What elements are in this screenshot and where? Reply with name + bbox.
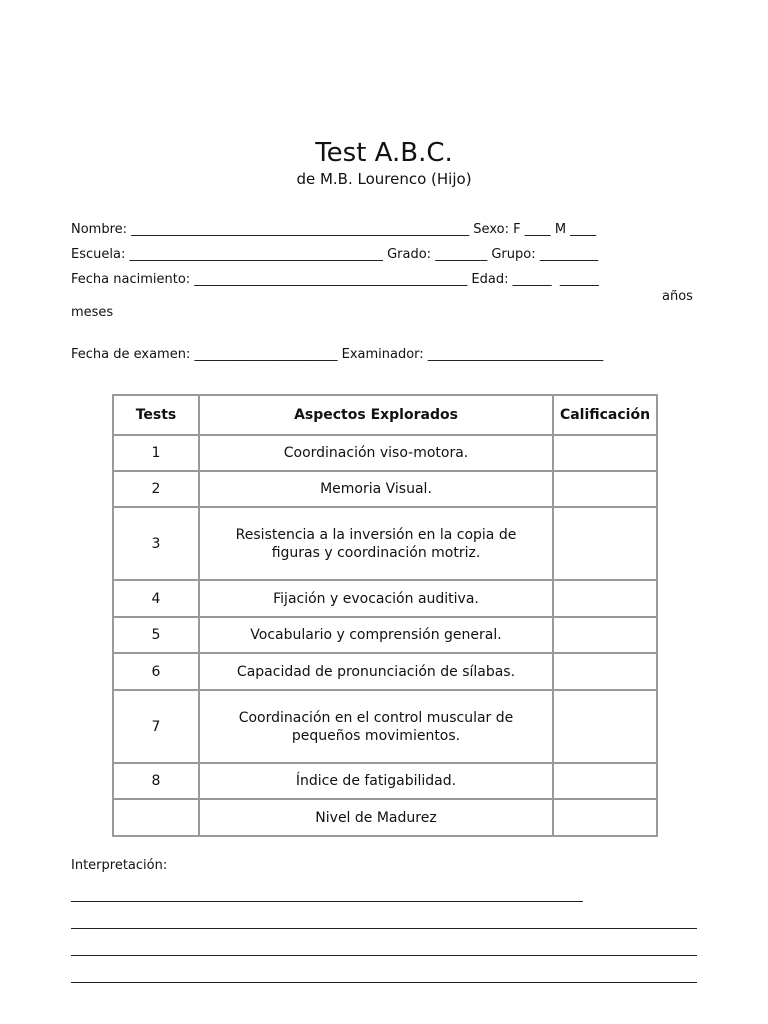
- months-label: meses: [71, 305, 114, 320]
- test-number: 2: [113, 471, 199, 507]
- table-row: [113, 690, 657, 763]
- aspect-cell: Memoria Visual.: [199, 471, 553, 507]
- tests-table: [112, 394, 658, 837]
- aspect-cell: Capacidad de pronunciación de sílabas.: [199, 653, 553, 690]
- table-header-row: [113, 395, 657, 435]
- test-number: 7: [113, 690, 199, 763]
- exam-date-examiner-line: Fecha de examen: ______________________ Examinador: ___________________________: [71, 347, 604, 362]
- interpretation-line[interactable]: [71, 982, 697, 983]
- test-number: 6: [113, 653, 199, 690]
- grade-cell[interactable]: [553, 471, 657, 507]
- test-number: 1: [113, 435, 199, 471]
- years-label: años: [662, 289, 693, 304]
- header-grade: Calificación: [553, 395, 657, 435]
- aspect-cell: Resistencia a la inversión en la copia de figuras y coordinación motriz.: [199, 507, 553, 580]
- table-row: [113, 799, 657, 836]
- test-number: [113, 799, 199, 836]
- grade-cell[interactable]: [553, 799, 657, 836]
- interpretation-label: Interpretación:: [71, 858, 168, 873]
- test-number: 4: [113, 580, 199, 617]
- header-tests: Tests: [113, 395, 199, 435]
- aspect-cell: Vocabulario y comprensión general.: [199, 617, 553, 653]
- school-grade-group-line: Escuela: _______________________________________ Grado: ________ Grupo: _________: [71, 247, 599, 262]
- table-row: [113, 580, 657, 617]
- table-row: [113, 617, 657, 653]
- table-row: [113, 471, 657, 507]
- interpretation-line[interactable]: [71, 955, 697, 956]
- interpretation-line[interactable]: [71, 928, 697, 929]
- table-row: [113, 435, 657, 471]
- grade-cell[interactable]: [553, 507, 657, 580]
- birthdate-age-line: Fecha nacimiento: __________________________________________ Edad: ______ ______: [71, 272, 599, 287]
- aspect-cell: Índice de fatigabilidad.: [199, 763, 553, 799]
- aspect-cell: Nivel de Madurez: [199, 799, 553, 836]
- interpretation-line[interactable]: [71, 901, 583, 902]
- grade-cell[interactable]: [553, 653, 657, 690]
- aspect-cell: Coordinación en el control muscular de pequeños movimientos.: [199, 690, 553, 763]
- page-title: Test A.B.C.: [315, 138, 453, 168]
- aspect-cell: Coordinación viso-motora.: [199, 435, 553, 471]
- test-number: 8: [113, 763, 199, 799]
- table-row: [113, 507, 657, 580]
- table-row: [113, 653, 657, 690]
- page-subtitle: de M.B. Lourenco (Hijo): [296, 170, 472, 188]
- test-number: 5: [113, 617, 199, 653]
- table-row: [113, 763, 657, 799]
- name-sex-line: Nombre: ____________________________________________________ Sexo: F ____ M ____: [71, 222, 597, 237]
- aspect-cell: Fijación y evocación auditiva.: [199, 580, 553, 617]
- header-aspects: Aspectos Explorados: [199, 395, 553, 435]
- grade-cell[interactable]: [553, 617, 657, 653]
- test-number: 3: [113, 507, 199, 580]
- grade-cell[interactable]: [553, 580, 657, 617]
- grade-cell[interactable]: [553, 435, 657, 471]
- grade-cell[interactable]: [553, 763, 657, 799]
- grade-cell[interactable]: [553, 690, 657, 763]
